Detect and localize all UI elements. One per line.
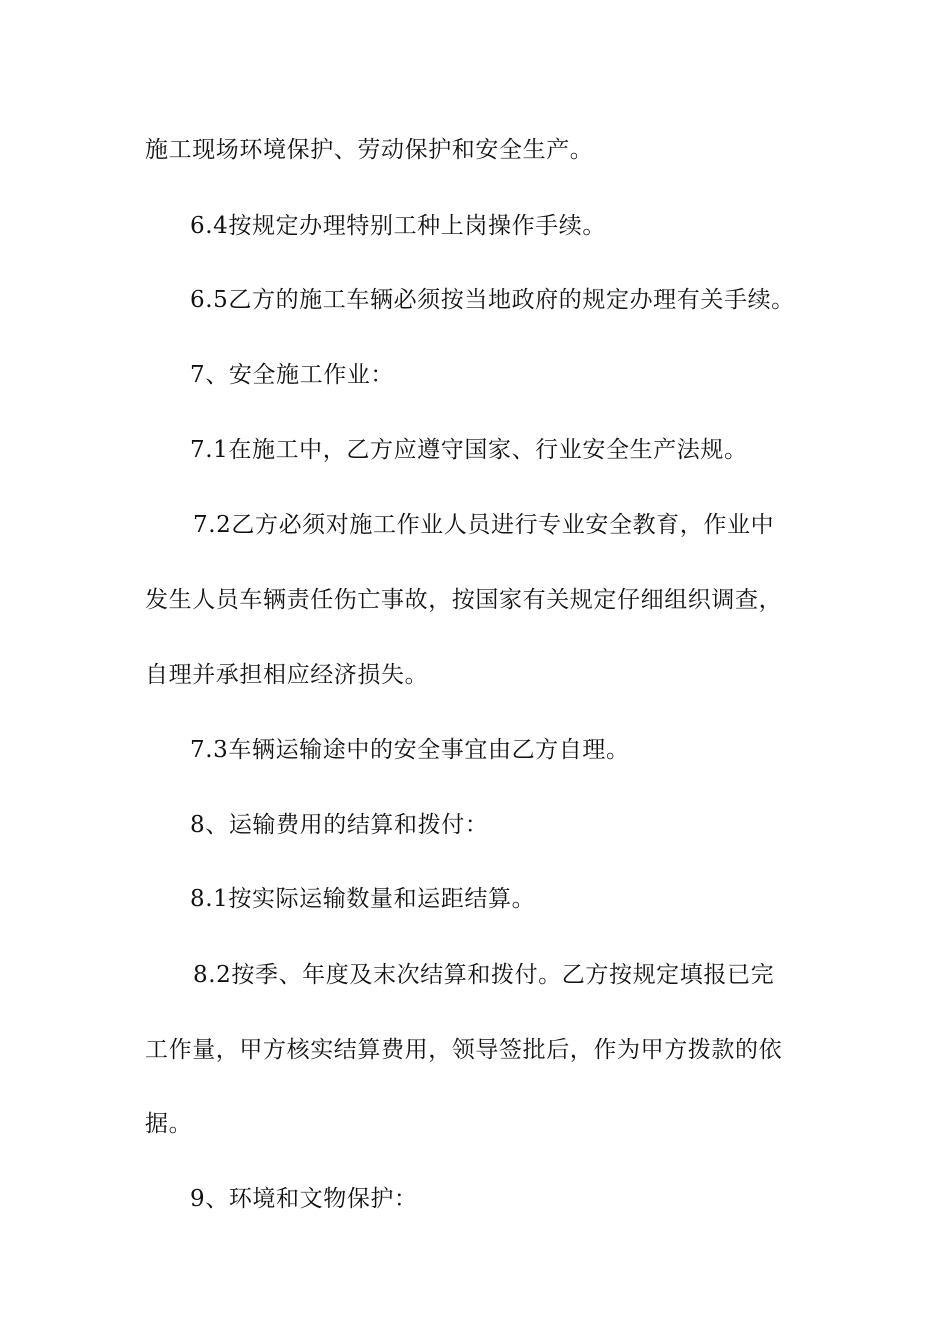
text-line: 6.5乙方的施工车辆必须按当地政府的规定办理有关手续。: [190, 287, 795, 313]
text-line: 8.1按实际运输数量和运距结算。: [190, 886, 536, 912]
text-line: 工作量，甲方核实结算费用，领导签批后，作为甲方拨款的依: [145, 1037, 783, 1063]
text-line: 发生人员车辆责任伤亡事故，按国家有关规定仔细组织调查，: [145, 587, 783, 613]
text-line: 8.2按季、年度及末次结算和拨付。乙方按规定填报已完: [193, 962, 775, 988]
text-line: 6.4按规定办理特别工种上岗操作手续。: [190, 213, 606, 239]
text-line: 7.1在施工中，乙方应遵守国家、行业安全生产法规。: [190, 437, 748, 463]
text-line: 7.2乙方必须对施工作业人员进行专业安全教育，作业中: [193, 512, 775, 538]
text-line: 施工现场环境保护、劳动保护和安全生产。: [145, 137, 594, 163]
section-heading: 7、安全施工作业：: [190, 362, 395, 388]
section-heading: 8、运输费用的结算和拨付：: [190, 812, 489, 838]
text-line: 据。: [145, 1111, 193, 1137]
text-line: 自理并承担相应经济损失。: [145, 662, 429, 688]
section-heading: 9、环境和文物保护：: [190, 1186, 418, 1212]
text-line: 7.3车辆运输途中的安全事宜由乙方自理。: [190, 737, 630, 763]
